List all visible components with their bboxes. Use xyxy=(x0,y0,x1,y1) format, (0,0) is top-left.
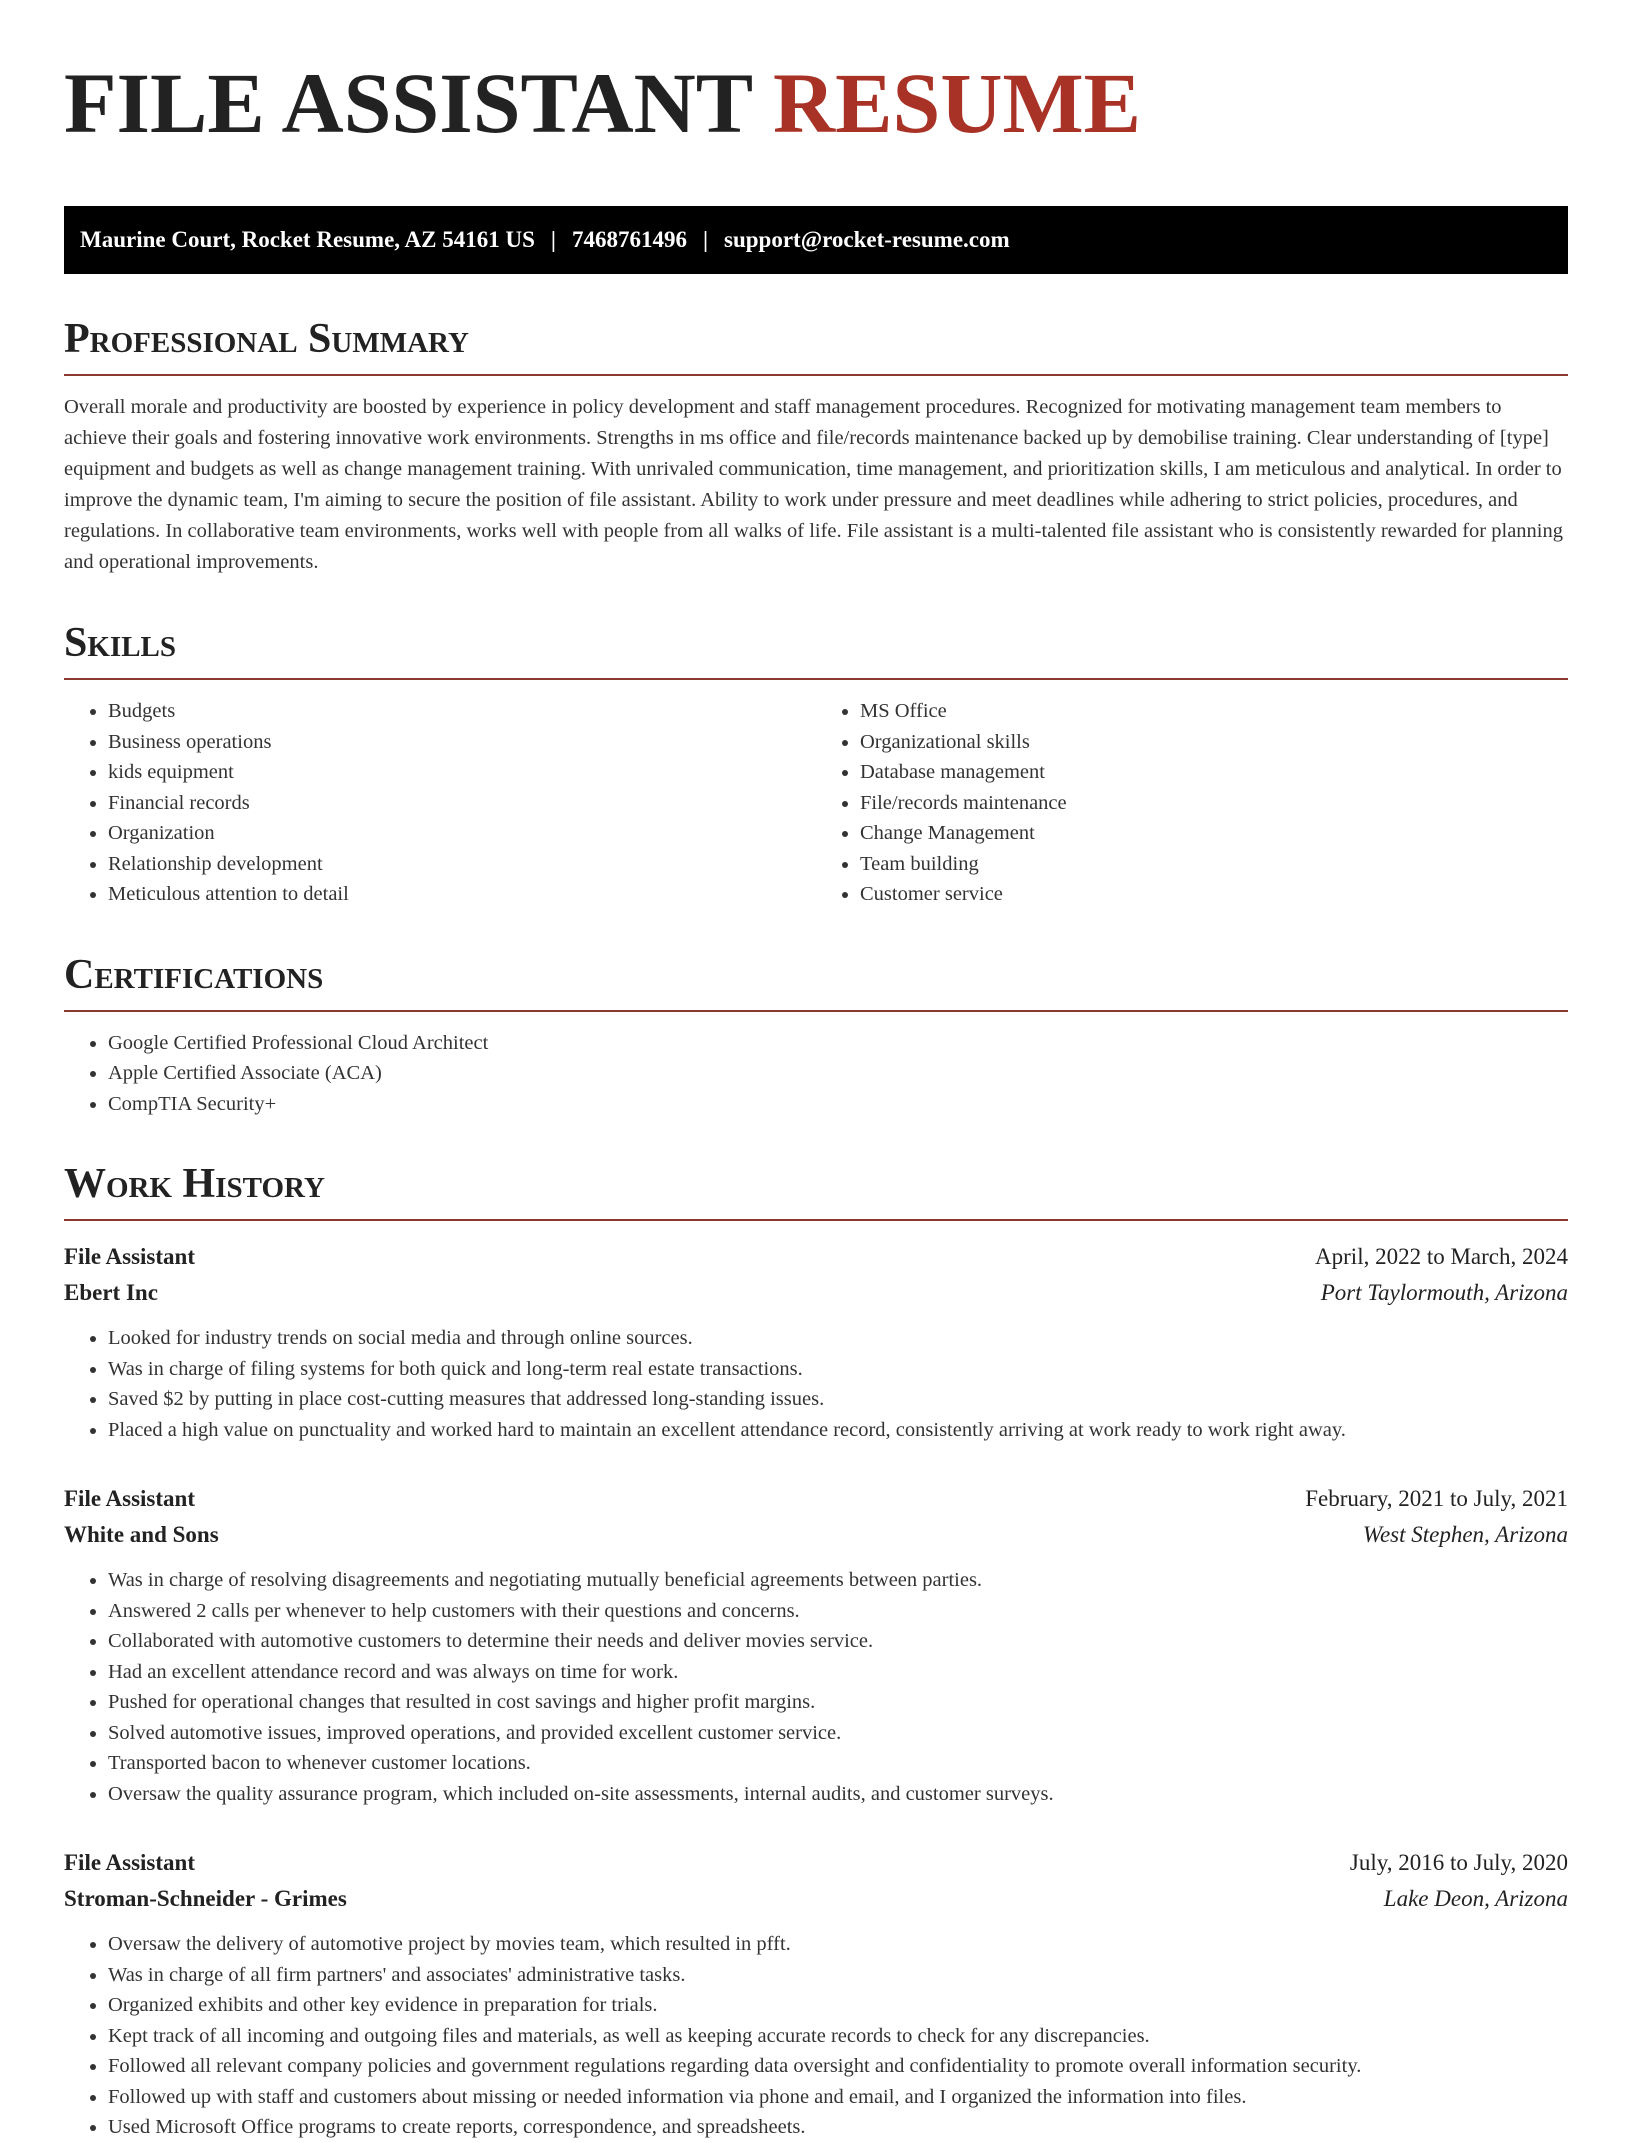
section-heading: Skills xyxy=(64,622,1568,680)
contact-phone: 7468761496 xyxy=(571,227,687,252)
job-entry xyxy=(64,1239,1568,1445)
job-entry xyxy=(64,1481,1568,1809)
job-bullet: • Solved automotive issues, improved operations, and provided excellent customer service. xyxy=(108,1718,1568,1749)
job-location: West Stephen, Arizona xyxy=(1362,1522,1568,1547)
summary-text: Overall morale and productivity are boosted by experience in policy development and staff management procedures. Recognized for motivating management team members to achieve their goals and fostering innovative work environments. Strengths in ms office and file/records maintenance backed up by demobilise training. Clear understanding of [type] equipment and budgets as well as change management training. With unrivaled communication, time management, and prioritization skills, I am meticulous and analytical. In order to improve the dynamic team, I'm aiming to secure the position of file assistant. Ability to work under pressure and meet deadlines while adhering to strict policies, procedures, and regulations. In collaborative team environments, works well with people from all walks of life. File assistant is a multi-talented file assistant who is consistently rewarded for planning and operational improvements. xyxy=(64,396,1563,573)
certification-item: • CompTIA Security+ xyxy=(108,1089,1568,1120)
skill-item: • Business operations xyxy=(108,727,816,758)
job-company: White and Sons xyxy=(64,1522,219,1547)
title-accent: RESUME xyxy=(773,55,1141,151)
job-bullet: • Used Microsoft Office programs to create reports, correspondence, and spreadsheets. xyxy=(108,2112,1568,2143)
section-heading: Work History xyxy=(64,1163,1568,1221)
job-bullet: • Kept track of all incoming and outgoing files and materials, as well as keeping accurate records to check for any discrepancies. xyxy=(108,2021,1568,2052)
job-bullet: • Looked for industry trends on social media and through online sources. xyxy=(108,1323,1568,1354)
job-company-row xyxy=(64,1275,1568,1311)
job-company-row xyxy=(64,1517,1568,1553)
job-header-row xyxy=(64,1239,1568,1275)
job-header-row xyxy=(64,1481,1568,1517)
skill-item: • Database management xyxy=(860,757,1568,788)
skill-item: • Relationship development xyxy=(108,849,816,880)
contact-separator: | xyxy=(550,227,556,252)
skill-item: • Change Management xyxy=(860,818,1568,849)
job-bullet: • Organized exhibits and other key evidence in preparation for trials. xyxy=(108,1990,1568,2021)
skill-item: • Financial records xyxy=(108,788,816,819)
job-bullet: • Transported bacon to whenever customer locations. xyxy=(108,1748,1568,1779)
certification-item: • Google Certified Professional Cloud Architect xyxy=(108,1028,1568,1059)
skills-list-left xyxy=(64,696,816,910)
job-title: File Assistant xyxy=(64,1244,195,1269)
skills-list-right xyxy=(816,696,1568,910)
certifications-list xyxy=(64,1028,1568,1120)
skill-item: • Team building xyxy=(860,849,1568,880)
work-history-section xyxy=(64,1163,1568,2143)
contact-email: support@rocket-resume.com xyxy=(724,227,1010,252)
job-bullets xyxy=(64,1929,1568,2143)
job-company: Ebert Inc xyxy=(64,1280,158,1305)
section-heading: Professional Summary xyxy=(64,318,1568,376)
resume-title xyxy=(64,54,1568,158)
job-location: Lake Deon, Arizona xyxy=(1383,1886,1568,1911)
job-bullet: • Followed up with staff and customers about missing or needed information via phone and email, and I organized the information into files. xyxy=(108,2082,1568,2113)
skill-item: • Organization xyxy=(108,818,816,849)
certification-item: • Apple Certified Associate (ACA) xyxy=(108,1058,1568,1089)
job-bullet: • Was in charge of filing systems for both quick and long-term real estate transactions. xyxy=(108,1354,1568,1385)
job-bullet: • Had an excellent attendance record and was always on time for work. xyxy=(108,1657,1568,1688)
job-bullets xyxy=(64,1323,1568,1445)
skill-item: • Meticulous attention to detail xyxy=(108,879,816,910)
job-title: File Assistant xyxy=(64,1850,195,1875)
job-dates: July, 2016 to July, 2020 xyxy=(1349,1850,1568,1875)
job-bullet: • Was in charge of resolving disagreements and negotiating mutually beneficial agreements between parties. xyxy=(108,1565,1568,1596)
job-location: Port Taylormouth, Arizona xyxy=(1320,1280,1568,1305)
skill-item: • File/records maintenance xyxy=(860,788,1568,819)
skill-item: • Customer service xyxy=(860,879,1568,910)
job-bullet: • Oversaw the quality assurance program, which included on-site assessments, internal audits, and customer surveys. xyxy=(108,1779,1568,1810)
job-company: Stroman-Schneider - Grimes xyxy=(64,1886,347,1911)
contact-bar xyxy=(64,206,1568,274)
job-bullet: • Saved $2 by putting in place cost-cutting measures that addressed long-standing issues. xyxy=(108,1384,1568,1415)
job-bullet: • Answered 2 calls per whenever to help customers with their questions and concerns. xyxy=(108,1596,1568,1627)
job-header-row xyxy=(64,1845,1568,1881)
skills-section xyxy=(64,622,1568,910)
job-bullet: • Placed a high value on punctuality and worked hard to maintain an excellent attendance record, consistently arriving at work ready to work right away. xyxy=(108,1415,1568,1446)
skill-item: • Organizational skills xyxy=(860,727,1568,758)
job-bullet: • Collaborated with automotive customers to determine their needs and deliver movies service. xyxy=(108,1626,1568,1657)
skills-columns xyxy=(64,680,1568,910)
skill-item: • MS Office xyxy=(860,696,1568,727)
job-entry xyxy=(64,1845,1568,2143)
job-bullet: • Was in charge of all firm partners' and associates' administrative tasks. xyxy=(108,1960,1568,1991)
job-company-row xyxy=(64,1881,1568,1917)
job-bullets xyxy=(64,1565,1568,1809)
contact-address: Maurine Court, Rocket Resume, AZ 54161 US xyxy=(80,227,535,252)
skill-item: • kids equipment xyxy=(108,757,816,788)
job-bullet: • Pushed for operational changes that resulted in cost savings and higher profit margins. xyxy=(108,1687,1568,1718)
skill-item: • Budgets xyxy=(108,696,816,727)
job-title: File Assistant xyxy=(64,1486,195,1511)
job-dates: February, 2021 to July, 2021 xyxy=(1305,1486,1568,1511)
job-bullet: • Followed all relevant company policies and government regulations regarding data oversight and confidentiality to promote overall information security. xyxy=(108,2051,1568,2082)
section-heading: Certifications xyxy=(64,954,1568,1012)
job-dates: April, 2022 to March, 2024 xyxy=(1315,1244,1568,1269)
contact-separator: | xyxy=(702,227,709,252)
certifications-section xyxy=(64,951,1568,1120)
job-bullet: • Oversaw the delivery of automotive project by movies team, which resulted in pfft. xyxy=(108,1929,1568,1960)
professional-summary-section xyxy=(64,318,1568,578)
title-main: FILE ASSISTANT xyxy=(64,55,752,151)
